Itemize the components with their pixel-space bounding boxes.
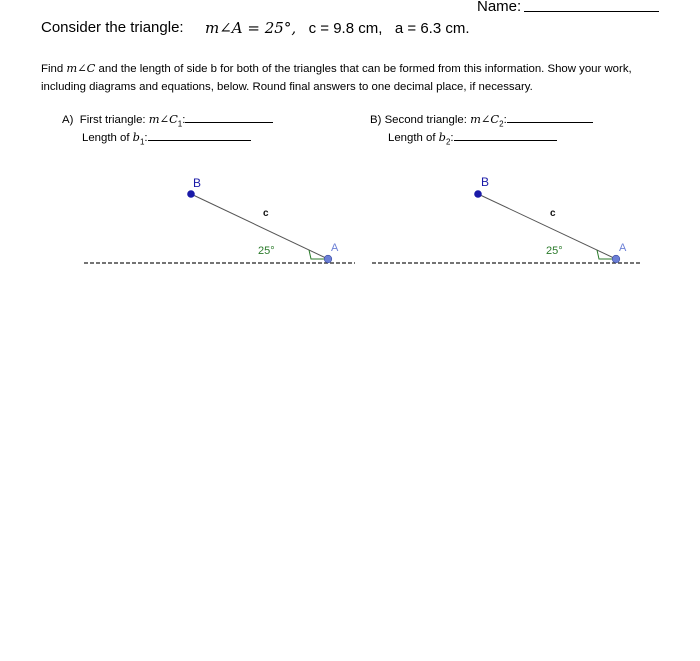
part-b-length-label: Length of (388, 132, 439, 144)
diagram-a (84, 176, 355, 263)
part-a-title: First triangle: (79, 114, 149, 126)
instructions-text-rest: and the length of side b for both of the triangles that can be formed from this information. Show your work, (95, 63, 632, 75)
part-b-angle-math: m∠C (470, 112, 500, 126)
diagram-b-point-b[interactable] (474, 190, 482, 198)
diagram-b-label-b: B (481, 175, 490, 189)
part-b-length-math: b (438, 130, 446, 144)
instructions-line2: including diagrams and equations, below. Round final answers to one decimal place, if necessary. (41, 81, 533, 93)
given-angle: m∠A = 25°, (205, 19, 297, 37)
diagram-b-label-a: A (619, 242, 627, 254)
part-a-letter: A) (62, 114, 74, 126)
part-a-length-sub: 1 (139, 137, 145, 147)
diagram-b (372, 175, 642, 263)
diagram-a-label-c: c (263, 208, 269, 219)
part-a-length-colon: : (144, 132, 148, 144)
diagram-a-point-a[interactable] (324, 255, 332, 263)
instructions-text-start: Find (41, 63, 67, 75)
diagram-b-point-a[interactable] (612, 255, 620, 263)
part-a-length-label: Length of (82, 132, 133, 144)
part-b-letter: B) (370, 114, 382, 126)
diagram-a-point-b[interactable] (187, 190, 195, 198)
part-b-length-colon: : (450, 132, 454, 144)
part-b-length-sub: 2 (445, 137, 451, 147)
given-side-c: c = 9.8 cm, (308, 20, 383, 37)
part-b-angle-sub: 2 (499, 119, 504, 129)
diagram-a-label-a: A (331, 242, 339, 254)
diagram-a-label-b: B (193, 176, 202, 190)
part-b-title: Second triangle: (384, 114, 471, 126)
name-label: Name: (477, 0, 522, 15)
diagram-b-angle-label: 25° (546, 245, 563, 257)
problem-prompt: Consider the triangle: (41, 19, 184, 36)
given-side-a: a = 6.3 cm. (394, 20, 470, 37)
part-a-angle-sub: 1 (177, 119, 183, 129)
instructions-math: m∠C (66, 61, 96, 75)
diagram-a-angle-label: 25° (258, 245, 275, 257)
diagram-b-label-c: c (550, 208, 556, 219)
part-a-angle-math: m∠C (148, 112, 178, 126)
part-a-colon: : (182, 114, 186, 126)
part-b-colon: : (503, 114, 507, 126)
part-a-length-math: b (132, 130, 140, 144)
